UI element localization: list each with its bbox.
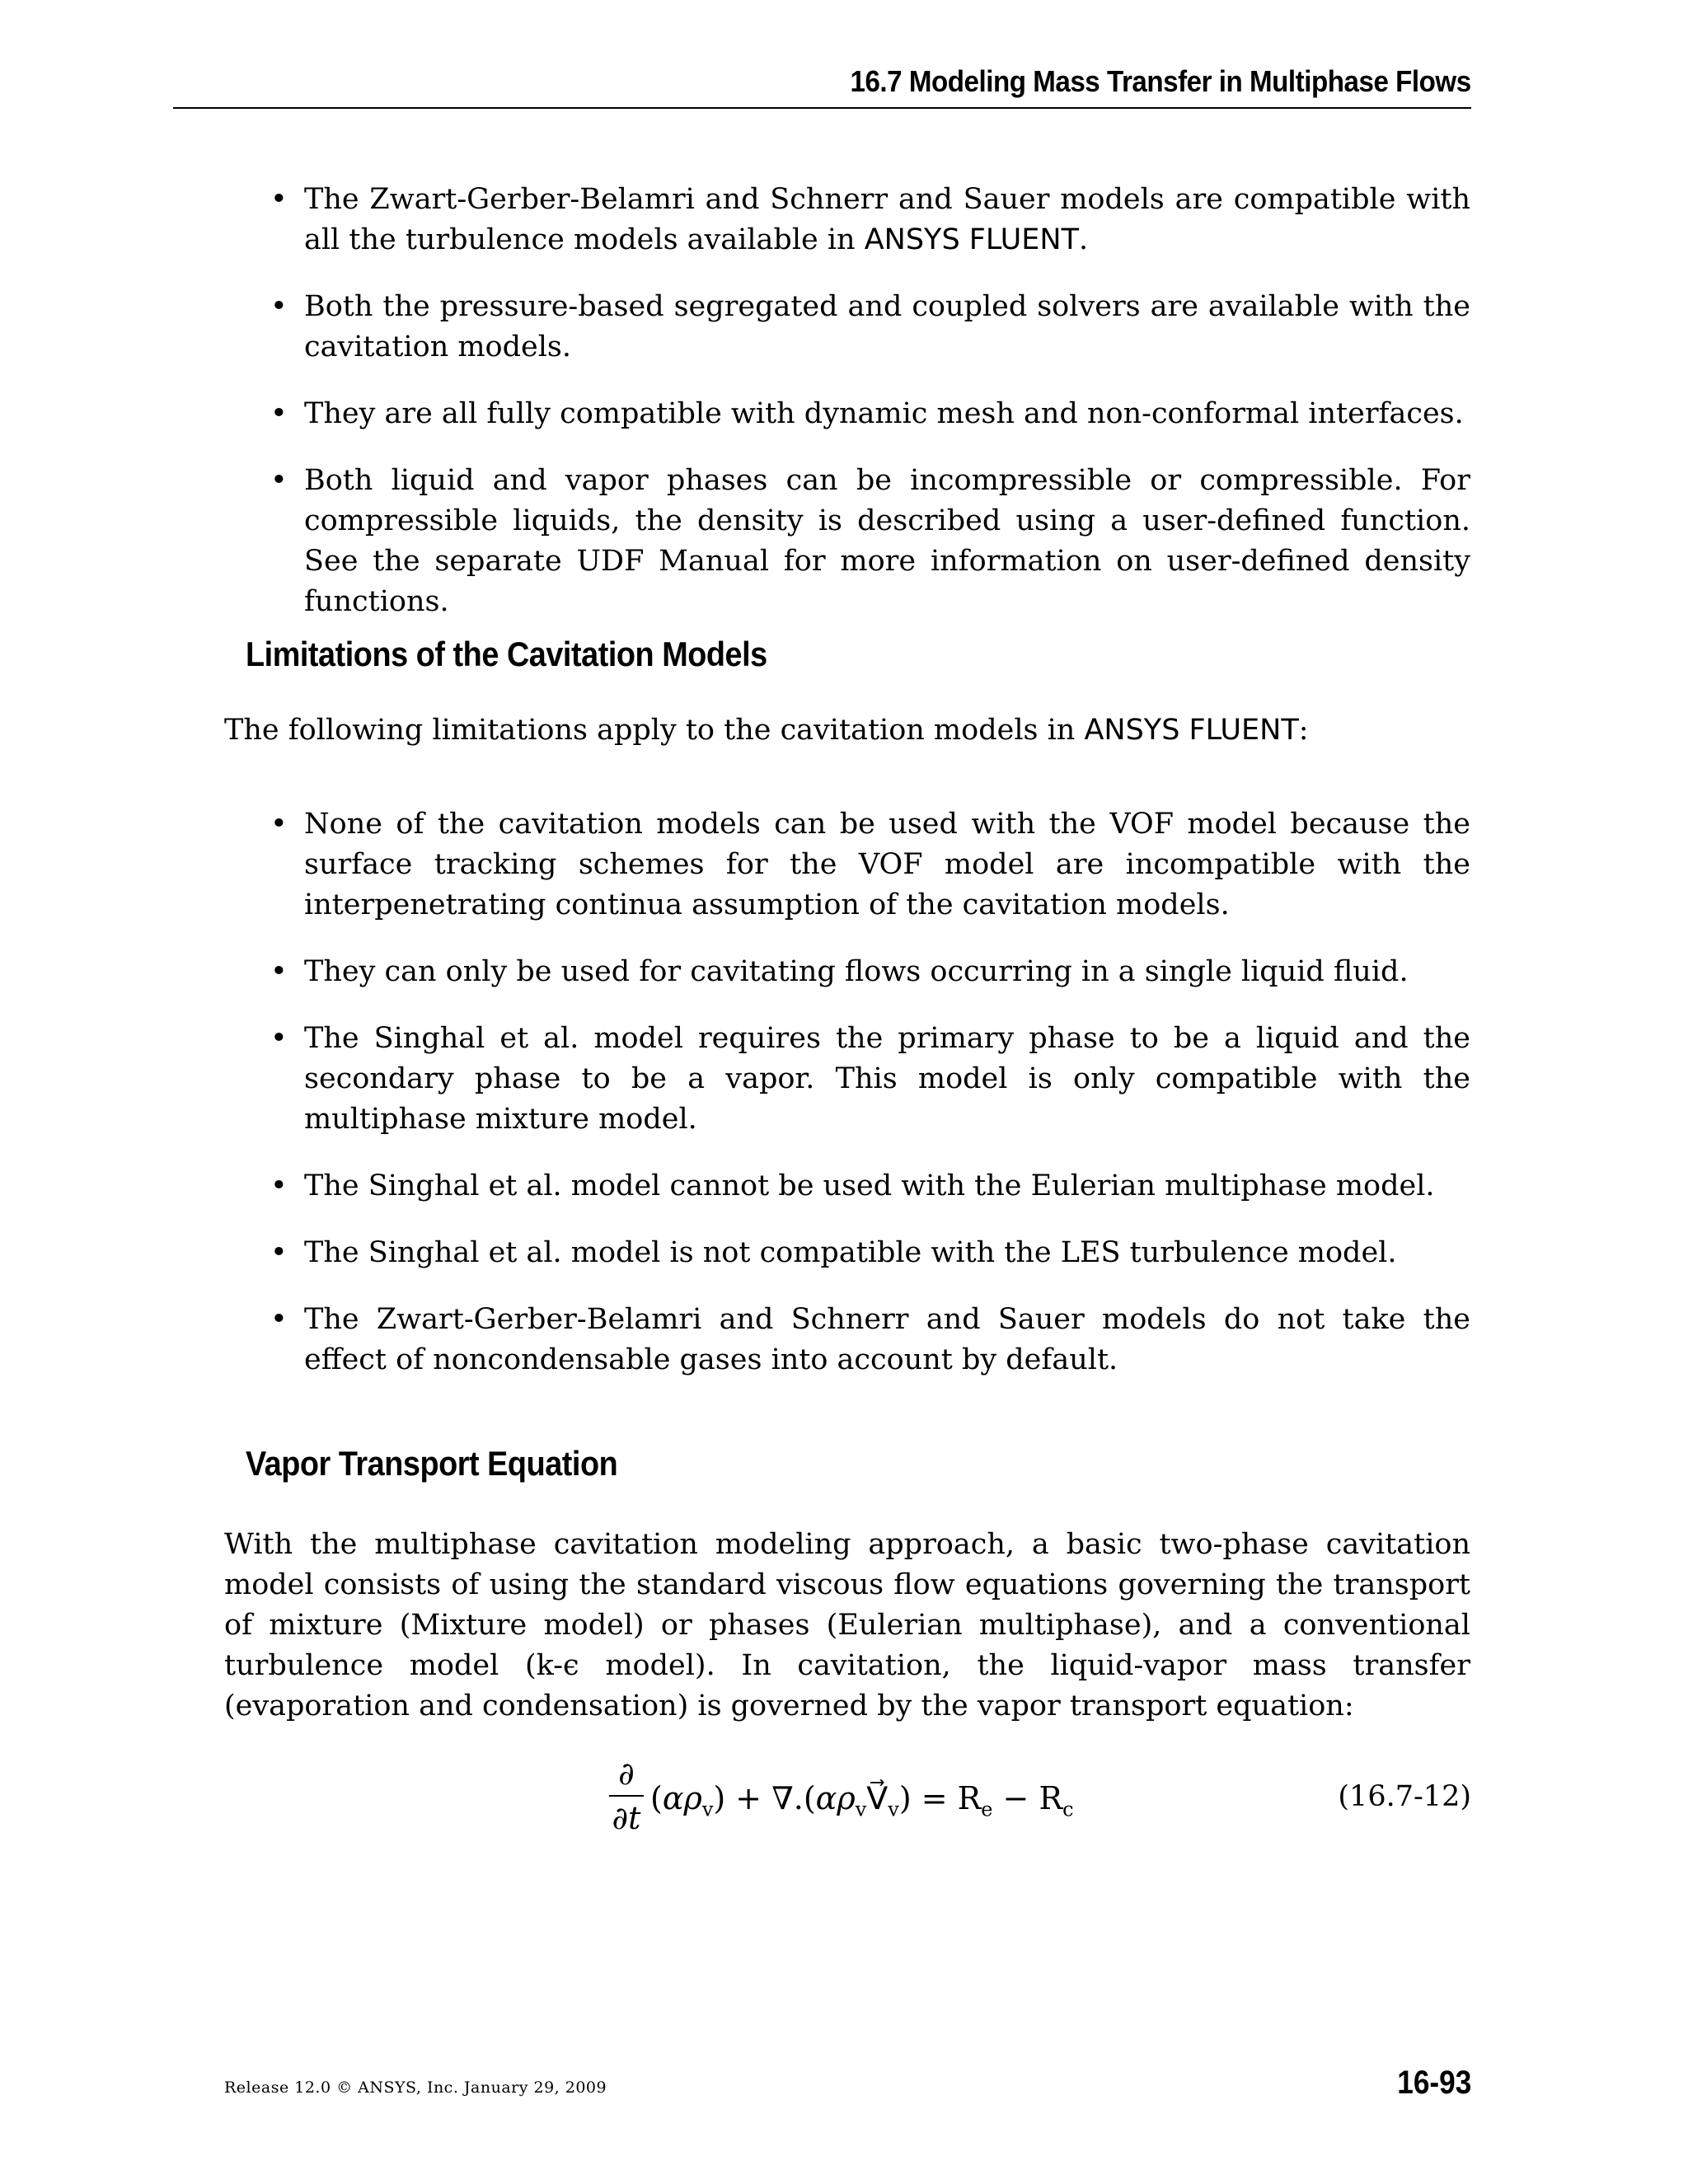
bullet-icon: • bbox=[270, 1303, 288, 1336]
product-name: ANSYS FLUENT bbox=[864, 223, 1079, 256]
list-item: • The Singhal et al. model requires the primary phase to be a liquid and the secondary phase to be a vapor. This model is only compatible with the multiphase mixture model. bbox=[0, 1019, 1470, 1140]
equation-number: (16.7-12) bbox=[1338, 1780, 1471, 1813]
list-item: • The Singhal et al. model cannot be used with the Eulerian multiphase model. bbox=[0, 1166, 1470, 1207]
bullet-icon: • bbox=[270, 808, 288, 841]
bullet-icon: • bbox=[270, 1169, 288, 1202]
list-item: • The Zwart-Gerber-Belamri and Schnerr and Sauer models do not take the effect of noncondensable gases into account by default. bbox=[0, 1300, 1470, 1380]
list-item: • None of the cavitation models can be used with the VOF model because the surface tracking schemes for the VOF model are incompatible with the interpenetrating continua assumption of the cavitation models. bbox=[0, 804, 1470, 926]
equation-body: $(\alpha\rho_v)$ + $\nabla.(\alpha\rho_vV⃗_v) = R_e - R_c$ bbox=[650, 1780, 1074, 1821]
list-item: • They can only be used for cavitating flows occurring in a single liquid fluid. bbox=[0, 952, 1470, 992]
list-item: • The Zwart-Gerber-Belamri and Schnerr and Sauer models are compatible with all the turbulence models available in ANSYS FLUENT. bbox=[0, 180, 1470, 260]
equation-16-7-12 bbox=[606, 1754, 1471, 1844]
partial-derivative-fraction: ∂ ∂t bbox=[606, 1754, 647, 1838]
list-item: • They are all fully compatible with dynamic mesh and non-conformal interfaces. bbox=[0, 394, 1470, 434]
list-item: • Both liquid and vapor phases can be incompressible or compressible. For compressible liquids, the density is described using a user-defined function. See the separate UDF Manual for more information on user-defined density functions. bbox=[0, 461, 1470, 622]
bullet-icon: • bbox=[270, 397, 288, 430]
product-name: ANSYS FLUENT bbox=[1084, 714, 1299, 747]
bullet-icon: • bbox=[270, 955, 288, 988]
bullet-icon: • bbox=[270, 464, 288, 497]
footer-release: Release 12.0 © ANSYS, Inc. January 29, 2009 bbox=[224, 2079, 607, 2097]
bullet-icon: • bbox=[270, 1022, 288, 1055]
intro-bullet-list bbox=[0, 180, 1688, 622]
page-number: 16-93 bbox=[1396, 2064, 1471, 2101]
list-item: • Both the pressure-based segregated and coupled solvers are available with the cavitation models. bbox=[0, 287, 1470, 368]
limitations-intro: The following limitations apply to the cavitation models in ANSYS FLUENT: bbox=[224, 714, 1309, 747]
section-heading-vapor-transport: Vapor Transport Equation bbox=[246, 1444, 618, 1483]
running-header-title: 16.7 Modeling Mass Transfer in Multiphase Flows bbox=[850, 64, 1471, 98]
list-item: • The Singhal et al. model is not compatible with the LES turbulence model. bbox=[0, 1233, 1470, 1273]
bullet-icon: • bbox=[270, 1236, 288, 1269]
bullet-icon: • bbox=[270, 290, 288, 323]
running-header bbox=[173, 59, 1471, 109]
section-heading-limitations: Limitations of the Cavitation Models bbox=[246, 635, 767, 673]
vapor-transport-paragraph: With the multiphase cavitation modeling approach, a basic two-phase cavitation model consists of using the standard viscous flow equations governing the transport of mixture (Mixture model) or phases (Eulerian multiphase), and a conventional turbulence model (k-ϵ model). In cavitation, the liquid-vapor mass transfer (evaporation and condensation) is governed by the vapor transport equation: bbox=[224, 1528, 1470, 1722]
limitations-bullet-list bbox=[0, 804, 1688, 1380]
bullet-icon: • bbox=[270, 183, 288, 216]
